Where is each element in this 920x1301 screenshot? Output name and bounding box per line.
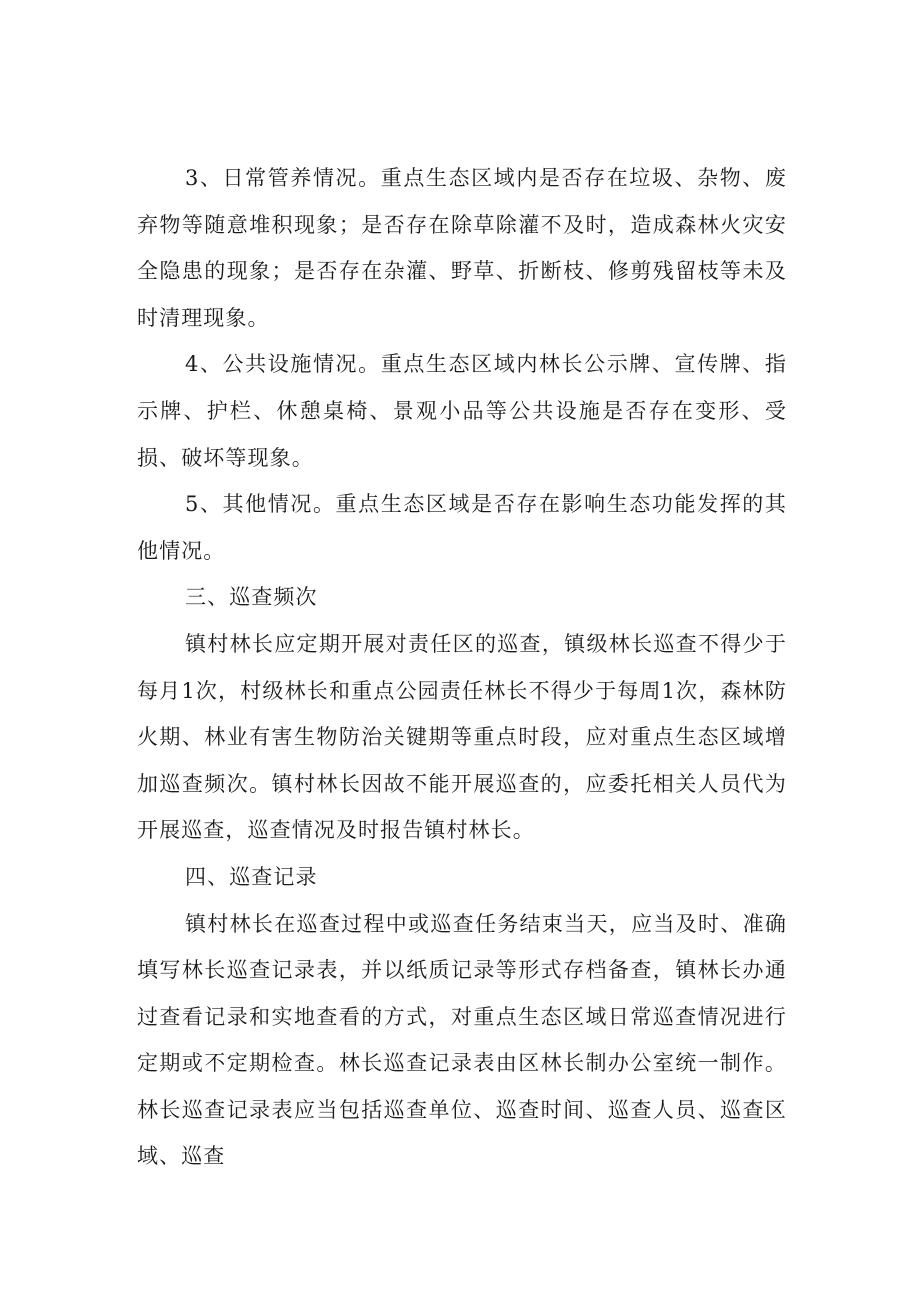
paragraph-daily-maintenance: 3、日常管养情况。重点生态区域内是否存在垃圾、杂物、废弃物等随意堆积现象；是否存在除草除灌不及时，造成森林火灾安全隐患的现象；是否存在杂灌、野草、折断枝、修剪残留枝等未及时清理现象。 [137,166,787,330]
paragraph-patrol-frequency: 镇村林长应定期开展对责任区的巡查，镇级林长巡查不得少于每月1次，村级林长和重点公园责任林长不得少于每周1次，森林防火期、林业有害生物防治关键期等重点时段，应对重点生态区域增加巡查频次。镇村林长因故不能开展巡查的，应委托相关人员代为开展巡查，巡查情况及时报告镇村林长。 [137,631,787,843]
document-body [137,155,787,1180]
section-heading-patrol-frequency: 三、巡查频次 [185,585,318,610]
section-heading-patrol-records: 四、巡查记录 [185,864,318,889]
paragraph-public-facilities: 4、公共设施情况。重点生态区域内林长公示牌、宣传牌、指示牌、护栏、休憩桌椅、景观小品等公共设施是否存在变形、受损、破坏等现象。 [137,352,787,470]
paragraph-other-situations: 5、其他情况。重点生态区域是否存在影响生态功能发挥的其他情况。 [137,492,787,563]
paragraph-patrol-records: 镇村林长在巡查过程中或巡查任务结束当天，应当及时、准确填写林长巡查记录表，并以纸质记录等形式存档备查，镇林长办通过查看记录和实地查看的方式，对重点生态区域日常巡查情况进行定期或不定期检查。林长巡查记录表由区林长制办公室统一制作。林长巡查记录表应当包括巡查单位、巡查时间、巡查人员、巡查区域、巡查 [137,911,787,1169]
